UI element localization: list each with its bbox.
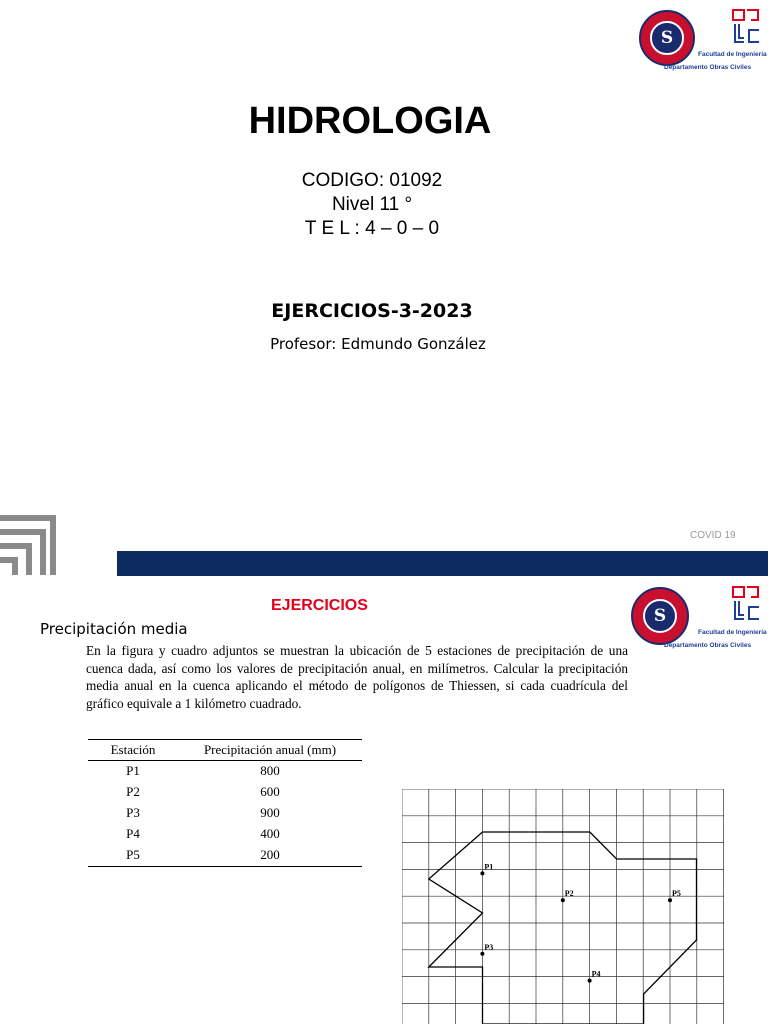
department-name: Departamento Obras Civiles (664, 64, 752, 71)
professor-name: Profesor: Edmundo González (270, 335, 486, 353)
faculty-name-2: Facultad de Ingeniería (698, 629, 767, 636)
exercises-heading: EJERCICIOS (271, 597, 368, 614)
stripes-logo-icon (0, 515, 56, 575)
faculty-name: Facultad de Ingeniería (698, 51, 767, 58)
station-point-p3 (480, 952, 484, 956)
table-row (88, 845, 362, 867)
table-row (88, 761, 362, 783)
station-point-p2 (561, 898, 565, 902)
station-point-p1 (480, 871, 484, 875)
station-label-p5: P5 (672, 889, 681, 899)
faculty-logo-icon-2 (731, 585, 761, 623)
station-label-p1: P1 (484, 862, 494, 872)
precip-cell: 600 (260, 784, 280, 799)
station-cell: P1 (126, 763, 140, 778)
university-seal-logo: S (639, 10, 695, 66)
station-cell: P2 (126, 784, 140, 799)
precip-cell: 900 (260, 805, 280, 820)
table-row (88, 803, 362, 824)
station-cell: P4 (126, 826, 140, 841)
covid-tag: COVID 19 (690, 530, 736, 541)
station-label-p3: P3 (484, 942, 494, 952)
table-row (88, 782, 362, 803)
station-markers (480, 862, 680, 982)
table-header-precip: Precipitación anual (mm) (178, 740, 362, 761)
precip-cell: 800 (260, 763, 280, 778)
faculty-logo-icon (731, 8, 761, 46)
grid-lines (402, 789, 724, 1024)
problem-statement: En la figura y cuadro adjuntos se muestran la ubicación de 5 estaciones de precipitación de una cuenca dada, así como los valores de precipitación anual, en milímetros. Calcular la precipitación media anual en la cuenca aplicando el método de polígonos de Thiessen, si cada cuadrícula del gráfico equivale a 1 kilómetro cuadrado. (86, 643, 628, 711)
precipitation-table (88, 739, 362, 867)
course-level: Nivel 11 ° (331, 194, 413, 215)
blue-banner-bar (117, 551, 768, 576)
thiessen-grid-figure (402, 789, 724, 1024)
station-cell: P3 (126, 805, 140, 820)
station-cell: P5 (88, 845, 178, 867)
precip-cell: 200 (178, 845, 362, 867)
precip-cell: 400 (260, 826, 280, 841)
station-label-p4: P4 (591, 969, 601, 979)
course-tel: T E L : 4 – 0 – 0 (304, 218, 440, 239)
course-title: HIDROLOGIA (248, 100, 492, 142)
course-code: CODIGO: 01092 (301, 170, 443, 191)
table-header-station: Estación (88, 740, 178, 761)
department-name-2: Departamento Obras Civiles (664, 642, 752, 649)
topic-heading: Precipitación media (40, 620, 188, 638)
table-row (88, 824, 362, 845)
exercises-title: EJERCICIOS-3-2023 (271, 300, 473, 322)
university-seal-logo-2: S (631, 587, 689, 645)
station-point-p5 (668, 898, 672, 902)
station-point-p4 (588, 979, 592, 983)
station-label-p2: P2 (564, 889, 574, 899)
